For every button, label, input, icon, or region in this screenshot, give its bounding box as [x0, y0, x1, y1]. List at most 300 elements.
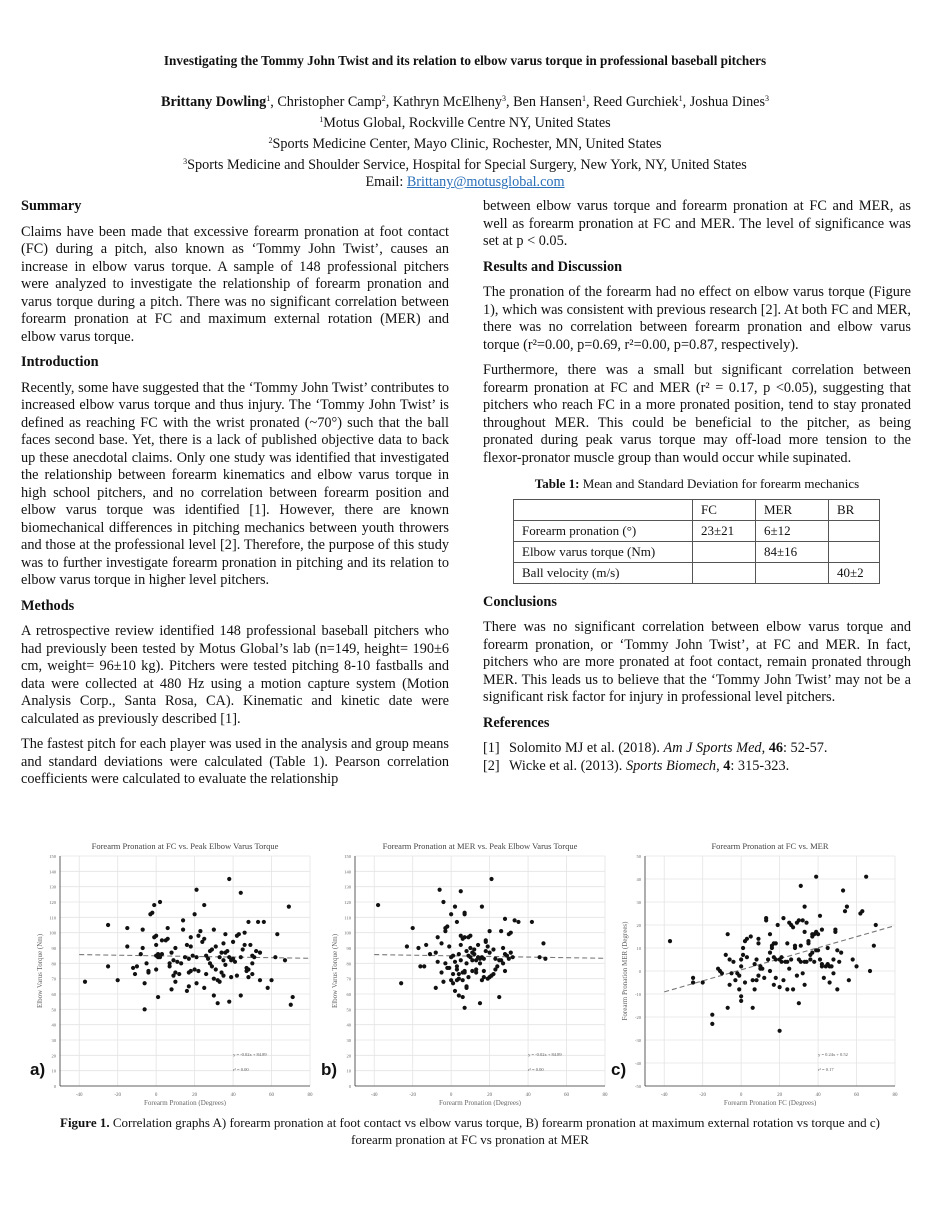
data-point — [202, 986, 206, 990]
data-point — [441, 900, 445, 904]
data-point — [774, 941, 778, 945]
data-point — [183, 955, 187, 959]
data-point — [106, 964, 110, 968]
data-point — [275, 932, 279, 936]
data-point — [422, 964, 426, 968]
data-point — [196, 934, 200, 938]
y-tick-label: 20 — [346, 1053, 351, 1059]
data-point — [491, 947, 495, 951]
author-name: Christopher Camp — [277, 94, 382, 110]
summary-text: Claims have been made that excessive forearm pronation at foot contact (FC) during a pitch, also known as ‘Tommy John Twist’, causes an increase in elbow varus torque. A sample of 148 professional pitchers were analyzed to investigate the relationship of forearm pronation and varus torque during a pitch. There was no significant correlation between forearm pronation at FC and maximum external rotation (MER) and elbow varus torque. — [21, 223, 449, 345]
data-point — [461, 978, 465, 982]
methods-text: A retrospective review identified 148 professional baseball pitchers who had previously been tested by Motus Global’s lab (n=149, height= 190±6 cm, weight= 96±10 kg). Pitchers were tested pitching 8-10 fastballs and data were collected at 480 Hz using a motion capture system (Motion Analysis Corp., Santa Rosa, CA). Kinematic and kinetic date were calculated as previously described [1]. — [21, 623, 449, 727]
data-point — [468, 934, 472, 938]
data-point — [269, 978, 273, 982]
data-point — [482, 957, 486, 961]
reference-volume: 4 — [723, 757, 731, 774]
x-tick-label: 0 — [449, 1093, 453, 1098]
reference-pages: : 315-323. — [730, 757, 790, 774]
y-tick-label: 10 — [51, 1068, 56, 1074]
data-point — [223, 932, 227, 936]
data-point — [150, 911, 154, 915]
data-point — [864, 875, 868, 879]
data-point — [258, 978, 262, 982]
data-point — [418, 964, 422, 968]
x-tick-label: 0 — [739, 1093, 743, 1098]
data-point — [210, 947, 214, 951]
y-tick-label: 120 — [344, 900, 351, 905]
data-point — [833, 930, 837, 934]
data-point — [779, 960, 783, 964]
data-point — [246, 967, 250, 971]
reference-authors: Wicke et al. (2013). — [509, 757, 626, 774]
data-point — [826, 946, 830, 950]
table-row — [514, 562, 880, 583]
data-point — [464, 961, 468, 965]
y-tick-label: 30 — [636, 900, 641, 905]
y-tick-label: 0 — [638, 969, 641, 974]
data-point — [803, 905, 807, 909]
data-point — [488, 929, 492, 933]
figure-caption-text: Correlation graphs A) forearm pronation at foot contact vs elbow varus torque, B) forearm pronation at maximum external rotation vs torque and c) forearm pronation at FC vs pronation at MER — [109, 1115, 880, 1147]
data-point — [250, 972, 254, 976]
chart-title: Forearm Pronation at MER vs. Peak Elbow Varus Torque — [382, 841, 578, 851]
data-point — [507, 957, 511, 961]
reference-list — [483, 740, 911, 775]
data-point — [169, 987, 173, 991]
data-point — [463, 970, 467, 974]
y-tick-label: 80 — [51, 961, 56, 967]
data-point — [799, 960, 803, 964]
data-point — [198, 929, 202, 933]
data-point — [806, 939, 810, 943]
section-heading-results: Results and Discussion — [483, 258, 623, 275]
data-point — [227, 877, 231, 881]
data-point — [144, 961, 148, 965]
data-point — [829, 964, 833, 968]
data-point — [219, 951, 223, 955]
data-point — [762, 976, 766, 980]
data-point — [451, 954, 455, 958]
data-point — [239, 993, 243, 997]
data-point — [125, 926, 129, 930]
x-tick-label: 0 — [154, 1093, 158, 1098]
data-point — [216, 1001, 220, 1005]
data-point — [221, 941, 225, 945]
y-tick-label: 110 — [344, 915, 351, 921]
author-name: Reed Gurchiek — [593, 94, 679, 110]
figure-1 — [20, 838, 920, 1108]
y-tick-label: 40 — [346, 1022, 351, 1028]
data-point — [737, 987, 741, 991]
x-tick-label: 20 — [777, 1093, 783, 1098]
data-point — [754, 957, 758, 961]
y-tick-label: 150 — [344, 854, 351, 859]
data-point — [453, 960, 457, 964]
data-point — [828, 980, 832, 984]
data-point — [160, 938, 164, 942]
chart-title: Forearm Pronation at FC vs. MER — [711, 841, 829, 851]
data-point — [457, 977, 461, 981]
data-point — [146, 969, 150, 973]
data-point — [405, 944, 409, 948]
data-point — [273, 955, 277, 959]
data-point — [509, 931, 513, 935]
data-point — [710, 1013, 714, 1017]
data-point — [438, 888, 442, 892]
author-name: Ben Hansen — [513, 94, 583, 110]
table-header-cell — [514, 499, 693, 520]
table-cell — [829, 520, 880, 541]
data-point — [464, 984, 468, 988]
x-tick-label: 60 — [269, 1093, 275, 1098]
y-tick-label: -50 — [635, 1084, 641, 1089]
table-header-cell: BR — [829, 499, 880, 520]
data-point — [778, 985, 782, 989]
y-tick-label: 30 — [346, 1038, 351, 1043]
affiliation-marker: 2 — [268, 136, 273, 145]
data-point — [785, 941, 789, 945]
data-point — [768, 969, 772, 973]
affiliation-marker: 1 — [582, 94, 587, 103]
data-point — [516, 920, 520, 924]
data-point — [731, 960, 735, 964]
data-point — [541, 941, 545, 945]
data-point — [741, 946, 745, 950]
affiliation — [0, 132, 930, 153]
data-point — [789, 957, 793, 961]
data-point — [212, 928, 216, 932]
data-point — [214, 967, 218, 971]
data-point — [461, 995, 465, 999]
data-point — [262, 920, 266, 924]
data-point — [739, 964, 743, 968]
data-point — [756, 941, 760, 945]
data-point — [818, 914, 822, 918]
data-point — [449, 912, 453, 916]
results-table — [513, 499, 880, 584]
data-point — [478, 1001, 482, 1005]
data-point — [768, 932, 772, 936]
data-point — [764, 918, 768, 922]
data-point — [243, 931, 247, 935]
data-point — [781, 916, 785, 920]
data-point — [484, 949, 488, 953]
x-tick-label: 60 — [564, 1093, 570, 1098]
y-tick-label: 40 — [636, 877, 641, 882]
data-point — [466, 975, 470, 979]
data-point — [691, 976, 695, 980]
data-point — [488, 951, 492, 955]
data-point — [778, 1029, 782, 1033]
data-point — [728, 983, 732, 987]
y-tick-label: 50 — [346, 1007, 351, 1013]
data-point — [874, 923, 878, 927]
reference-sep: , — [761, 740, 769, 756]
data-point — [139, 952, 143, 956]
x-tick-label: 20 — [487, 1093, 493, 1098]
data-point — [470, 969, 474, 973]
data-point — [135, 964, 139, 968]
data-point — [181, 928, 185, 932]
table-cell — [693, 541, 756, 562]
data-point — [470, 958, 474, 962]
data-point — [810, 951, 814, 955]
x-tick-label: -20 — [114, 1093, 122, 1098]
data-point — [724, 953, 728, 957]
data-point — [497, 995, 501, 999]
data-point — [835, 987, 839, 991]
data-point — [141, 946, 145, 950]
data-point — [860, 909, 864, 913]
panel-label-b: b) — [321, 1060, 338, 1079]
reference-item — [483, 758, 911, 776]
data-point — [235, 974, 239, 978]
data-point — [816, 948, 820, 952]
author-block — [0, 90, 930, 191]
data-point — [227, 1000, 231, 1004]
table-row — [514, 541, 880, 562]
x-tick-label: -40 — [75, 1093, 83, 1098]
affiliation-marker: 1 — [678, 94, 683, 103]
data-point — [443, 929, 447, 933]
data-point — [691, 980, 695, 984]
y-tick-label: 10 — [636, 946, 641, 951]
y-tick-label: -30 — [635, 1038, 641, 1043]
conclusions-text: There was no significant correlation between elbow varus torque and forearm pronation, or ‘Tommy John Twist’, at FC and MER. In fact, pitchers who are more pronated at foot contact, remain pronated through MER. This leads us to believe that the ‘Tommy John Twist’ may not be a significant risk factor for injury in professional level pitchers. — [483, 619, 911, 705]
data-point — [181, 918, 185, 922]
x-axis-label: Forearm Pronation (Degrees) — [143, 1099, 227, 1106]
data-point — [447, 966, 451, 970]
data-point — [141, 928, 145, 932]
data-point — [739, 994, 743, 998]
data-point — [453, 905, 457, 909]
data-point — [749, 934, 753, 938]
data-point — [760, 967, 764, 971]
section-heading-methods: Methods — [21, 597, 75, 614]
results-text: Furthermore, there was a small but significant correlation between forearm pronation at FC and MER (r² = 0.17, p <0.05), suggesting that pitchers who reach FC in a more pronated position, tend to stay pronated throughout MER. This could be beneficial to the pitcher, as being pronated during peak varus torque may off-load more tension to the flexor-pronator muscle group than would occur while supinated. — [483, 362, 911, 466]
data-point — [785, 960, 789, 964]
data-point — [499, 929, 503, 933]
table-cell: 40±2 — [829, 562, 880, 583]
data-point — [710, 1022, 714, 1026]
table-caption-text: Mean and Standard Deviation for forearm mechanics — [579, 476, 860, 491]
y-tick-label: 70 — [346, 976, 351, 982]
data-point — [158, 900, 162, 904]
x-tick-label: 80 — [892, 1093, 898, 1098]
figure-caption — [60, 1114, 880, 1148]
section-heading-summary: Summary — [21, 198, 82, 214]
data-point — [451, 972, 455, 976]
y-tick-label: 40 — [51, 1022, 56, 1028]
data-point — [168, 961, 172, 965]
data-point — [851, 957, 855, 961]
data-point — [491, 972, 495, 976]
data-point — [152, 903, 156, 907]
data-point — [289, 1003, 293, 1007]
data-point — [812, 960, 816, 964]
data-point — [229, 975, 233, 979]
data-point — [457, 972, 461, 976]
data-point — [472, 947, 476, 951]
y-axis-label: Forearm Pronation MER (Degrees) — [621, 921, 629, 1021]
author-name: Kathryn McElheny — [392, 94, 502, 110]
data-point — [464, 949, 468, 953]
x-tick-label: -40 — [660, 1093, 668, 1098]
affiliation-marker: 3 — [183, 157, 188, 166]
y-tick-label: 100 — [49, 930, 56, 936]
data-point — [837, 960, 841, 964]
data-point — [781, 978, 785, 982]
y-tick-label: -40 — [635, 1061, 641, 1066]
data-point — [191, 954, 195, 958]
data-point — [463, 935, 467, 939]
y-tick-label: 20 — [51, 1053, 56, 1059]
data-point — [436, 935, 440, 939]
data-point — [745, 955, 749, 959]
data-point — [489, 877, 493, 881]
y-tick-label: 120 — [49, 900, 56, 905]
data-point — [845, 905, 849, 909]
regression-equation: y = -0.02x + 84.89 — [233, 1052, 267, 1058]
data-point — [801, 918, 805, 922]
data-point — [474, 970, 478, 974]
data-point — [166, 937, 170, 941]
data-point — [189, 935, 193, 939]
data-point — [225, 949, 229, 953]
table-header-row — [514, 499, 880, 520]
data-point — [166, 926, 170, 930]
reference-item — [483, 740, 911, 758]
data-point — [841, 888, 845, 892]
y-tick-label: 90 — [346, 946, 351, 951]
table-row — [514, 520, 880, 541]
y-tick-label: 60 — [51, 992, 56, 997]
chart-svg — [602, 838, 905, 1106]
data-point — [441, 980, 445, 984]
data-point — [221, 958, 225, 962]
data-point — [854, 964, 858, 968]
table-caption — [483, 475, 911, 493]
data-point — [795, 974, 799, 978]
data-point — [803, 983, 807, 987]
email-link[interactable]: Brittany@motusglobal.com — [406, 174, 565, 190]
data-point — [131, 966, 135, 970]
data-point — [266, 986, 270, 990]
data-point — [814, 875, 818, 879]
data-point — [756, 937, 760, 941]
results-text: The pronation of the forearm had no effect on elbow varus torque (Figure 1), which was consistent with previous research [2]. At both FC and MER, there was no correlation between forearm pronation and elbow varus torque (r²=0.00, p=0.69, r²=0.00, p=0.87, respectively). — [483, 284, 911, 353]
data-point — [484, 938, 488, 942]
table-cell: Ball velocity (m/s) — [514, 562, 693, 583]
data-point — [233, 960, 237, 964]
data-point — [160, 952, 164, 956]
data-point — [476, 943, 480, 947]
affiliation-marker: 2 — [381, 94, 386, 103]
y-tick-label: 20 — [636, 923, 641, 928]
data-point — [872, 944, 876, 948]
x-tick-label: 40 — [230, 1093, 236, 1098]
r-squared-label: r² = 0.00 — [528, 1067, 544, 1073]
data-point — [831, 971, 835, 975]
data-point — [169, 951, 173, 955]
data-point — [482, 969, 486, 973]
data-point — [831, 957, 835, 961]
data-point — [776, 923, 780, 927]
data-point — [416, 946, 420, 950]
data-point — [774, 976, 778, 980]
data-point — [753, 962, 757, 966]
data-point — [779, 955, 783, 959]
data-point — [455, 920, 459, 924]
y-tick-label: 110 — [49, 915, 56, 921]
data-point — [256, 920, 260, 924]
regression-equation: y = -0.02x + 84.89 — [528, 1052, 562, 1058]
reference-pages: : 52-57. — [783, 740, 828, 756]
y-tick-label: -10 — [635, 992, 641, 997]
y-axis-label: Elbow Varus Torque (Nm) — [36, 933, 44, 1009]
reference-number: [2] — [483, 757, 500, 774]
y-tick-label: 50 — [636, 854, 641, 859]
data-point — [538, 955, 542, 959]
data-point — [737, 974, 741, 978]
table-cell: Elbow varus torque (Nm) — [514, 541, 693, 562]
data-point — [501, 946, 505, 950]
data-point — [785, 987, 789, 991]
data-point — [739, 957, 743, 961]
r-squared-label: r² = 0.00 — [233, 1067, 249, 1073]
data-point — [218, 980, 222, 984]
chart-svg — [20, 838, 320, 1106]
data-point — [799, 944, 803, 948]
data-point — [194, 888, 198, 892]
data-point — [154, 967, 158, 971]
data-point — [797, 1001, 801, 1005]
data-point — [480, 905, 484, 909]
email-line — [0, 174, 930, 191]
data-point — [451, 981, 455, 985]
data-point — [399, 981, 403, 985]
data-point — [241, 947, 245, 951]
y-tick-label: 10 — [346, 1068, 351, 1074]
affiliation — [0, 153, 930, 174]
data-point — [530, 920, 534, 924]
data-point — [231, 940, 235, 944]
data-point — [756, 974, 760, 978]
data-point — [818, 957, 822, 961]
panel-label-a: a) — [30, 1060, 46, 1079]
y-tick-label: 0 — [348, 1084, 351, 1089]
data-point — [434, 986, 438, 990]
data-point — [173, 946, 177, 950]
table-cell — [693, 562, 756, 583]
data-point — [768, 951, 772, 955]
affiliation-text: Sports Medicine and Shoulder Service, Hospital for Special Surgery, New York, NY, United States — [187, 157, 747, 173]
data-point — [258, 951, 262, 955]
data-point — [726, 932, 730, 936]
section-heading-introduction: Introduction — [21, 354, 99, 370]
y-tick-label: 60 — [346, 992, 351, 997]
data-point — [154, 943, 158, 947]
data-point — [753, 987, 757, 991]
data-point — [459, 958, 463, 962]
data-point — [463, 1006, 467, 1010]
introduction-text: Recently, some have suggested that the ‘Tommy John Twist’ contributes to increased elbow varus torque and thus injury. The ‘Tommy John Twist’ is defined as reaching FC with the wrist pronated (~70°) such that the ball faces second base. Yet, there is a lack of published objective data to back up these anecdotal claims. Only one study was identified that investigated the relationship between forearm kinematics and elbow varus torque in high school pitchers, and no correlation between forearm position and elbow varus torque was identified [1]. However, there are known biomechanical differences in pitching mechanics between youth throwers and those at the professional level [2]. Therefore, the purpose of this study was to further investigate forearm pronation in pitching and its relation to elbow varus torque in higher level pitchers. — [21, 379, 449, 588]
data-point — [171, 958, 175, 962]
left-column — [21, 198, 449, 797]
data-point — [194, 981, 198, 985]
data-point — [701, 980, 705, 984]
